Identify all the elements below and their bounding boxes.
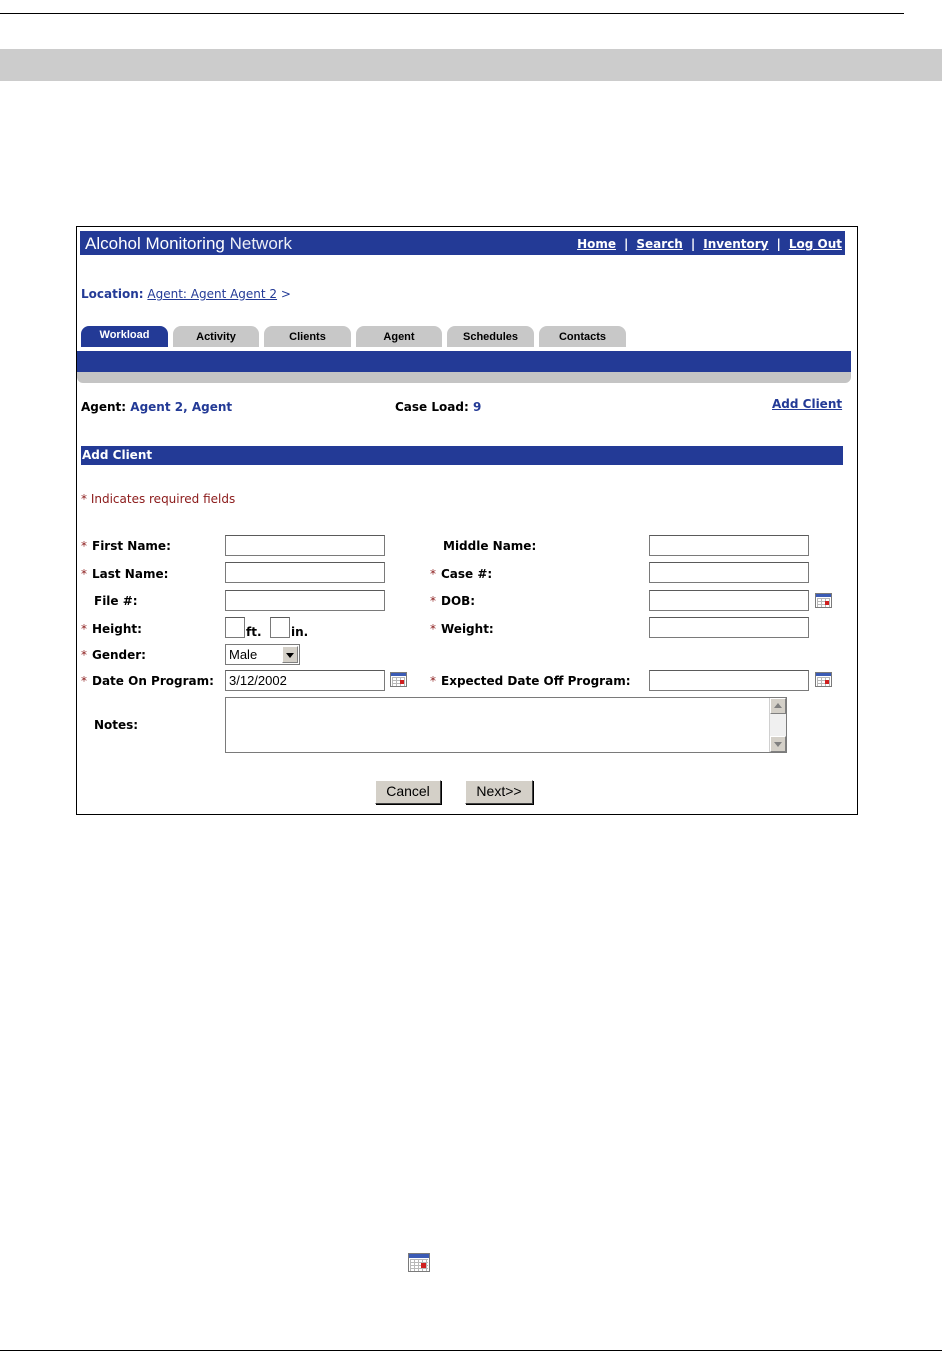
first-name-input[interactable] bbox=[225, 535, 385, 556]
weight-label bbox=[430, 622, 494, 636]
tab-activity[interactable]: Activity bbox=[173, 326, 259, 347]
inventory-link[interactable]: Inventory bbox=[703, 237, 769, 251]
required-mark: * bbox=[81, 539, 87, 553]
case-load-value: 9 bbox=[472, 400, 482, 414]
expected-date-off-calendar-icon[interactable] bbox=[815, 672, 832, 687]
next-button[interactable]: Next>> bbox=[465, 780, 533, 804]
add-client-link[interactable]: Add Client bbox=[772, 397, 843, 411]
last-name-input[interactable] bbox=[225, 562, 385, 583]
date-on-program-label bbox=[81, 674, 214, 688]
calendar-icon bbox=[408, 1253, 430, 1272]
app-title bbox=[85, 234, 292, 254]
file-number-label bbox=[81, 594, 138, 608]
date-on-program-input[interactable]: 3/12/2002 bbox=[225, 670, 385, 691]
agent-label: Agent: bbox=[81, 400, 127, 414]
tab-content-band bbox=[77, 351, 851, 372]
middle-name-label-text: Middle Name: bbox=[443, 539, 537, 553]
tab-workload[interactable]: Workload bbox=[81, 326, 168, 347]
tab-schedules[interactable]: Schedules bbox=[447, 326, 534, 347]
notes-label-text: Notes: bbox=[94, 718, 139, 732]
nav-separator: | bbox=[776, 237, 781, 251]
top-nav bbox=[577, 237, 842, 251]
date-on-program-label-text: Date On Program: bbox=[92, 674, 214, 688]
file-number-input[interactable] bbox=[225, 590, 385, 611]
app-title-sub: Network bbox=[229, 234, 292, 253]
dob-label bbox=[430, 594, 475, 608]
dob-label-text: DOB: bbox=[441, 594, 476, 608]
notes-scrollbar[interactable] bbox=[769, 698, 786, 752]
required-mark: * bbox=[430, 594, 436, 608]
middle-name-input[interactable] bbox=[649, 535, 809, 556]
last-name-label-text: Last Name: bbox=[92, 567, 169, 581]
screenshot-frame bbox=[76, 226, 858, 815]
date-on-program-calendar-icon[interactable] bbox=[390, 672, 407, 687]
case-number-label bbox=[430, 567, 492, 581]
agent-value: Agent 2, Agent bbox=[130, 400, 233, 414]
breadcrumb-agent-link[interactable]: Agent: Agent Agent 2 bbox=[147, 287, 278, 301]
tab-clients[interactable]: Clients bbox=[264, 326, 351, 347]
expected-date-off-input[interactable] bbox=[649, 670, 809, 691]
breadcrumb-separator: > bbox=[280, 287, 291, 301]
breadcrumb bbox=[81, 287, 291, 301]
required-mark: * bbox=[81, 648, 87, 662]
weight-input[interactable] bbox=[649, 617, 809, 638]
file-number-label-text: File #: bbox=[94, 594, 138, 608]
case-number-label-text: Case #: bbox=[441, 567, 493, 581]
height-inches-input[interactable] bbox=[270, 617, 290, 638]
agent-info bbox=[81, 400, 232, 414]
first-name-label-text: First Name: bbox=[92, 539, 171, 553]
first-name-label bbox=[81, 539, 171, 553]
last-name-label bbox=[81, 567, 168, 581]
section-title: Add Client bbox=[81, 446, 843, 465]
logout-link[interactable]: Log Out bbox=[788, 237, 842, 251]
gender-label bbox=[81, 648, 146, 662]
required-mark: * bbox=[430, 674, 436, 688]
middle-name-label bbox=[430, 539, 536, 553]
page-top-rule bbox=[0, 13, 904, 14]
feet-unit-label: ft. bbox=[246, 625, 262, 639]
height-label-text: Height: bbox=[92, 622, 142, 636]
required-mark: * bbox=[81, 567, 87, 581]
notes-textarea[interactable] bbox=[225, 697, 787, 753]
tab-agent[interactable]: Agent bbox=[356, 326, 442, 347]
tab-content-strip bbox=[77, 372, 851, 383]
breadcrumb-label: Location: bbox=[81, 287, 144, 301]
required-mark: * bbox=[430, 622, 436, 636]
required-fields-note: * Indicates required fields bbox=[81, 492, 236, 506]
required-mark: * bbox=[81, 674, 87, 688]
case-number-input[interactable] bbox=[649, 562, 809, 583]
inches-unit-label: in. bbox=[291, 625, 309, 639]
scroll-down-icon[interactable] bbox=[770, 736, 786, 752]
case-load bbox=[395, 400, 481, 414]
tab-contacts[interactable]: Contacts bbox=[539, 326, 626, 347]
weight-label-text: Weight: bbox=[441, 622, 494, 636]
notes-label bbox=[81, 718, 138, 732]
case-load-label: Case Load: bbox=[395, 400, 469, 414]
required-mark: * bbox=[81, 622, 87, 636]
app-title-main: Alcohol Monitoring bbox=[85, 234, 225, 253]
gender-select[interactable] bbox=[225, 644, 300, 665]
search-link[interactable]: Search bbox=[636, 237, 683, 251]
height-label bbox=[81, 622, 142, 636]
gender-selected-value: Male bbox=[229, 647, 258, 662]
home-link[interactable]: Home bbox=[577, 237, 616, 251]
dob-input[interactable] bbox=[649, 590, 809, 611]
scroll-up-icon[interactable] bbox=[770, 698, 786, 714]
nav-separator: | bbox=[690, 237, 696, 251]
expected-date-off-label bbox=[430, 674, 631, 688]
dob-calendar-icon[interactable] bbox=[815, 593, 832, 608]
expected-date-off-label-text: Expected Date Off Program: bbox=[441, 674, 631, 688]
nav-separator: | bbox=[624, 237, 629, 251]
app-title-bar bbox=[80, 231, 845, 255]
page-bottom-rule bbox=[0, 1350, 942, 1351]
height-feet-input[interactable] bbox=[225, 617, 245, 638]
required-mark: * bbox=[430, 567, 436, 581]
cancel-button[interactable]: Cancel bbox=[375, 780, 441, 804]
gender-label-text: Gender: bbox=[92, 648, 146, 662]
document-header-band bbox=[0, 49, 942, 81]
dropdown-arrow-icon[interactable] bbox=[282, 646, 298, 663]
